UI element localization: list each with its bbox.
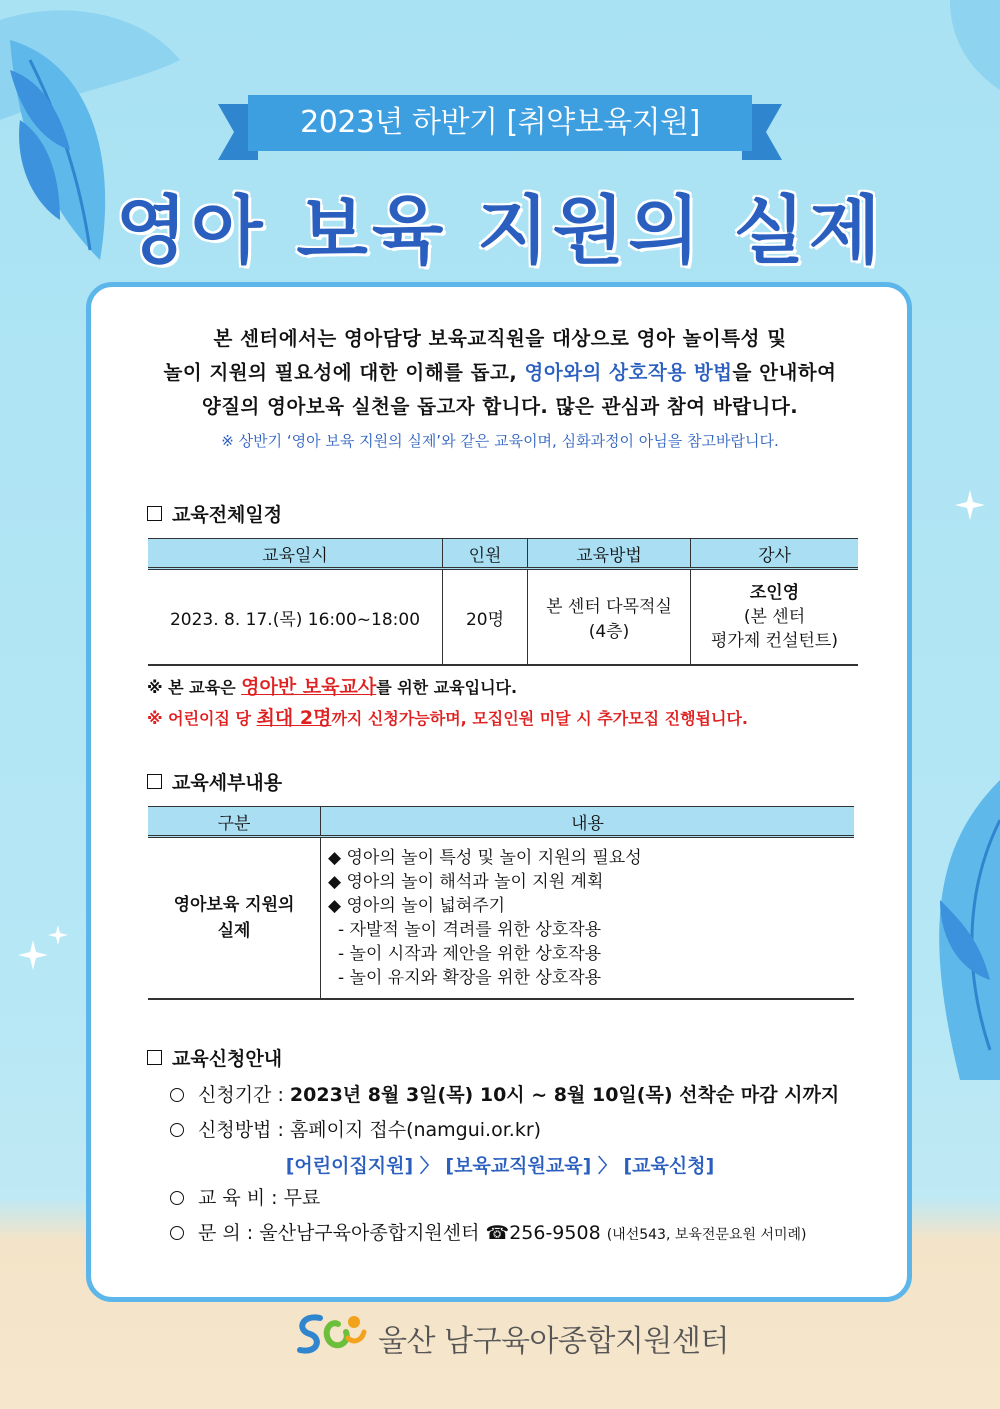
apply-menu-path: [어린이집지원] 〉 [보육교직원교육] 〉 [교육신청] (285, 1155, 715, 1177)
detail-category: 영아보육 지원의 실제 (148, 837, 321, 1000)
column-header: 교육일시 (148, 539, 443, 569)
circle-bullet-icon (170, 1226, 184, 1240)
column-header: 인원 (443, 539, 528, 569)
apply-method-url[interactable]: 홈페이지 접수(namgui.or.kr) (289, 1119, 542, 1141)
schedule-people: 20명 (443, 569, 528, 666)
target-highlight: 영아반 보육교사 (241, 676, 377, 698)
detail-heading: 교육세부내용 (147, 768, 282, 795)
schedule-table (148, 538, 858, 666)
schedule-date: 2023. 8. 17.(목) 16:00~18:00 (148, 569, 443, 666)
list-item: ◆ 영아의 놀이 해석과 놀이 지원 계획 (328, 872, 604, 892)
intro-highlight: 영아와의 상호작용 방법 (524, 361, 733, 384)
checkbox-square-icon (147, 1050, 162, 1065)
target-note: ※ 본 교육은 영아반 보육교사를 위한 교육입니다. (147, 676, 518, 698)
schedule-lecturer: 조인영 (본 센터 평가제 컨설턴트) (691, 569, 859, 666)
center-logo-icon (292, 1310, 372, 1360)
sparkle-icon (18, 925, 68, 975)
list-item: - 놀이 유지와 확장을 위한 상호작용 (338, 968, 602, 988)
center-name: 울산 남구육아종합지원센터 (378, 1324, 729, 1359)
checkbox-square-icon (147, 774, 162, 789)
table-row (148, 569, 858, 666)
column-header: 내용 (321, 807, 855, 837)
apply-period: 신청기간 : 2023년 8월 3일(목) 10시 ~ 8월 10일(목) 선착순 마감 시까지 (170, 1080, 839, 1107)
intro-text (0, 322, 1000, 424)
capacity-highlight: 최대 2명 (256, 707, 332, 729)
schedule-heading: 교육전체일정 (147, 500, 282, 527)
intro-line-3: 양질의 영아보육 실천을 돕고자 합니다. 많은 관심과 참여 바랍니다. (201, 395, 799, 418)
intro-line-2: 놀이 지원의 필요성에 대한 이해를 돕고, 영아와의 상호작용 방법을 안내하여 (163, 361, 837, 384)
list-item: - 놀이 시작과 제안을 위한 상호작용 (338, 944, 602, 964)
sparkle-icon (955, 490, 985, 520)
apply-heading: 교육신청안내 (147, 1044, 282, 1071)
table-header-row (148, 539, 858, 569)
banner-title: 2023년 하반기 [취약보육지원] (248, 95, 752, 151)
column-header: 강사 (691, 539, 859, 569)
apply-method: 신청방법 : 홈페이지 접수(namgui.or.kr) (170, 1115, 541, 1142)
list-item: ◆ 영아의 놀이 넓혀주기 (328, 896, 506, 916)
column-header: 교육방법 (528, 539, 691, 569)
intro-note: ※ 상반기 ‘영아 보육 지원의 실제’와 같은 교육이며, 심화과정이 아님을 참고바랍니다. (221, 432, 779, 450)
table-header-row (148, 807, 854, 837)
intro-line-1: 본 센터에서는 영아담당 보육교직원을 대상으로 영아 놀이특성 및 (213, 327, 787, 350)
schedule-method: 본 센터 다목적실 (4층) (528, 569, 691, 666)
capacity-note: ※ 어린이집 당 최대 2명까지 신청가능하며, 모집인원 미달 시 추가모집 진행됩니다. (147, 707, 748, 729)
list-item: ◆ 영아의 놀이 특성 및 놀이 지원의 필요성 (328, 848, 642, 868)
detail-content (321, 837, 855, 1000)
page-title: 영아 보육 지원의 실제 (115, 188, 885, 274)
circle-bullet-icon (170, 1123, 184, 1137)
list-item: - 자발적 놀이 격려를 위한 상호작용 (338, 920, 602, 940)
table-row (148, 837, 854, 1000)
circle-bullet-icon (170, 1088, 184, 1102)
column-header: 구분 (148, 807, 321, 837)
detail-table (148, 806, 854, 1000)
leaf-decoration-top-right (800, 0, 1000, 120)
apply-contact: 문 의 : 울산남구육아종합지원센터 ☎256-9508 (내선543, 보육전문요원 서미례) (170, 1218, 806, 1245)
apply-fee: 교 육 비 : 무료 (170, 1183, 320, 1210)
circle-bullet-icon (170, 1191, 184, 1205)
checkbox-square-icon (147, 506, 162, 521)
